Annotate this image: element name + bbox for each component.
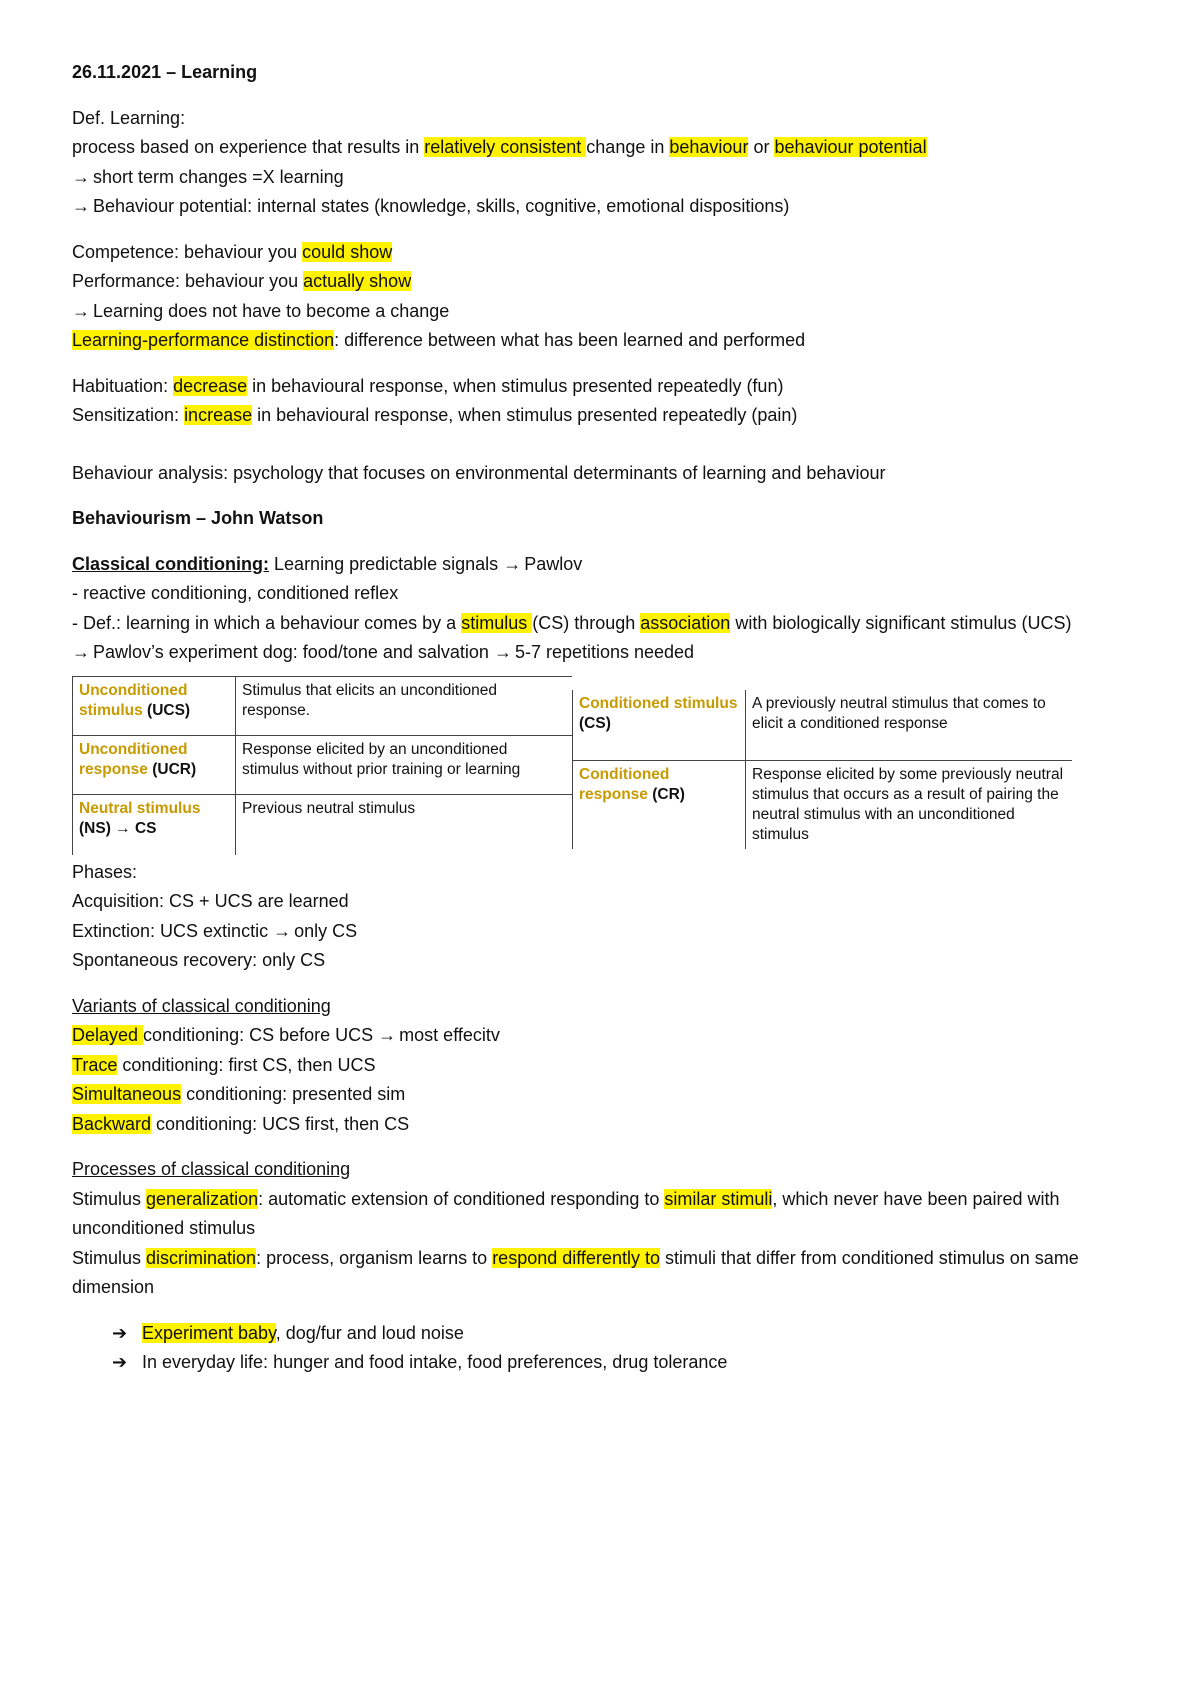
- arrow-icon: →: [273, 920, 292, 941]
- extinction-line: Extinction: UCS extinctic → only CS: [72, 917, 1132, 947]
- variant-simultaneous: Simultaneous conditioning: presented sim: [72, 1084, 406, 1104]
- def-line-1: process based on experience that results in relatively consistent change in behaviour or behaviour potential: [72, 137, 927, 157]
- arrow-icon: →: [72, 300, 90, 321]
- arrow-icon: →: [493, 642, 512, 662]
- table-row: Conditioned stimulus (CS) A previously neutral stimulus that comes to elicit a conditioned response: [573, 690, 1073, 761]
- processes-heading: Processes of classical conditioning: [72, 1159, 351, 1179]
- phases-heading: Phases:: [72, 861, 138, 882]
- discrimination-line: Stimulus discrimination: process, organism learns to respond differently to stimuli that differ from conditioned stimulus on same dimension: [72, 1247, 1079, 1297]
- def-heading: Def. Learning:: [72, 107, 186, 128]
- competence-line: Competence: behaviour you could show: [72, 241, 393, 262]
- arrow-icon: →: [72, 642, 90, 662]
- bold-arrow-icon: ➔: [112, 1322, 128, 1343]
- performance-line: Performance: behaviour you actually show: [72, 271, 412, 291]
- list-item: ➔ In everyday life: hunger and food intake, food preferences, drug tolerance: [72, 1348, 1132, 1378]
- spontaneous-line: Spontaneous recovery: only CS: [72, 950, 326, 970]
- habituation-line: Habituation: decrease in behavioural response, when stimulus presented repeatedly (fun): [72, 375, 784, 396]
- examples-list: [72, 1319, 1132, 1378]
- table-left: [72, 676, 572, 855]
- learning-change-line: → Learning does not have to become a change: [72, 297, 1132, 327]
- table-right: [572, 690, 1072, 849]
- sensitization-line: Sensitization: increase in behavioural response, when stimulus presented repeatedly (pain): [72, 405, 798, 425]
- arrow-icon: →: [72, 166, 90, 187]
- def-line-3: → Behaviour potential: internal states (knowledge, skills, cognitive, emotional dispositions): [72, 192, 1132, 222]
- generalization-line: Stimulus generalization: automatic extension of conditioned responding to similar stimuli, which never have been paired with unconditioned stimulus: [72, 1188, 1060, 1238]
- list-item: ➔ Experiment baby, dog/fur and loud noise: [72, 1319, 1132, 1349]
- document-page: [72, 58, 1132, 1378]
- classical-heading-line: Classical conditioning: Learning predictable signals → Pawlov: [72, 550, 1132, 580]
- classical-line-1: - reactive conditioning, conditioned reflex: [72, 583, 399, 603]
- variant-backward: Backward conditioning: UCS first, then CS: [72, 1113, 410, 1134]
- classical-line-3: → Pawlov’s experiment dog: food/tone and salvation → 5-7 repetitions needed: [72, 638, 1132, 668]
- def-line-2: → short term changes =X learning: [72, 163, 1132, 193]
- variant-delayed: Delayed conditioning: CS before UCS → most effecitv: [72, 1021, 1132, 1051]
- bold-arrow-icon: ➔: [112, 1352, 128, 1372]
- lpd-line: Learning-performance distinction: difference between what has been learned and performed: [72, 330, 806, 350]
- arrow-icon: →: [378, 1025, 397, 1045]
- table-row: Unconditioned stimulus (UCS) Stimulus that elicits an unconditioned response.: [73, 676, 573, 735]
- behaviour-analysis-line: Behaviour analysis: psychology that focuses on environmental determinants of learning and behaviour: [72, 462, 886, 483]
- arrow-icon: →: [503, 553, 522, 574]
- conditioning-tables: [72, 676, 1132, 852]
- table-row: Conditioned response (CR) Response elicited by some previously neutral stimulus that occurs as a result of pairing the neutral stimulus with an unconditioned stimulus: [573, 760, 1073, 849]
- page-title: 26.11.2021 – Learning: [72, 62, 258, 82]
- variants-heading: Variants of classical conditioning: [72, 995, 331, 1016]
- acquisition-line: Acquisition: CS + UCS are learned: [72, 891, 349, 911]
- classical-line-2: - Def.: learning in which a behaviour comes by a stimulus (CS) through association with biologically significant stimulus (UCS): [72, 612, 1072, 633]
- arrow-icon: →: [72, 196, 90, 216]
- table-row: Unconditioned response (UCR) Response elicited by an unconditioned stimulus without prior training or learning: [73, 735, 573, 794]
- variant-trace: Trace conditioning: first CS, then UCS: [72, 1054, 376, 1075]
- table-row: Neutral stimulus (NS) → CS Previous neutral stimulus: [73, 794, 573, 855]
- behaviourism-heading: Behaviourism – John Watson: [72, 508, 324, 528]
